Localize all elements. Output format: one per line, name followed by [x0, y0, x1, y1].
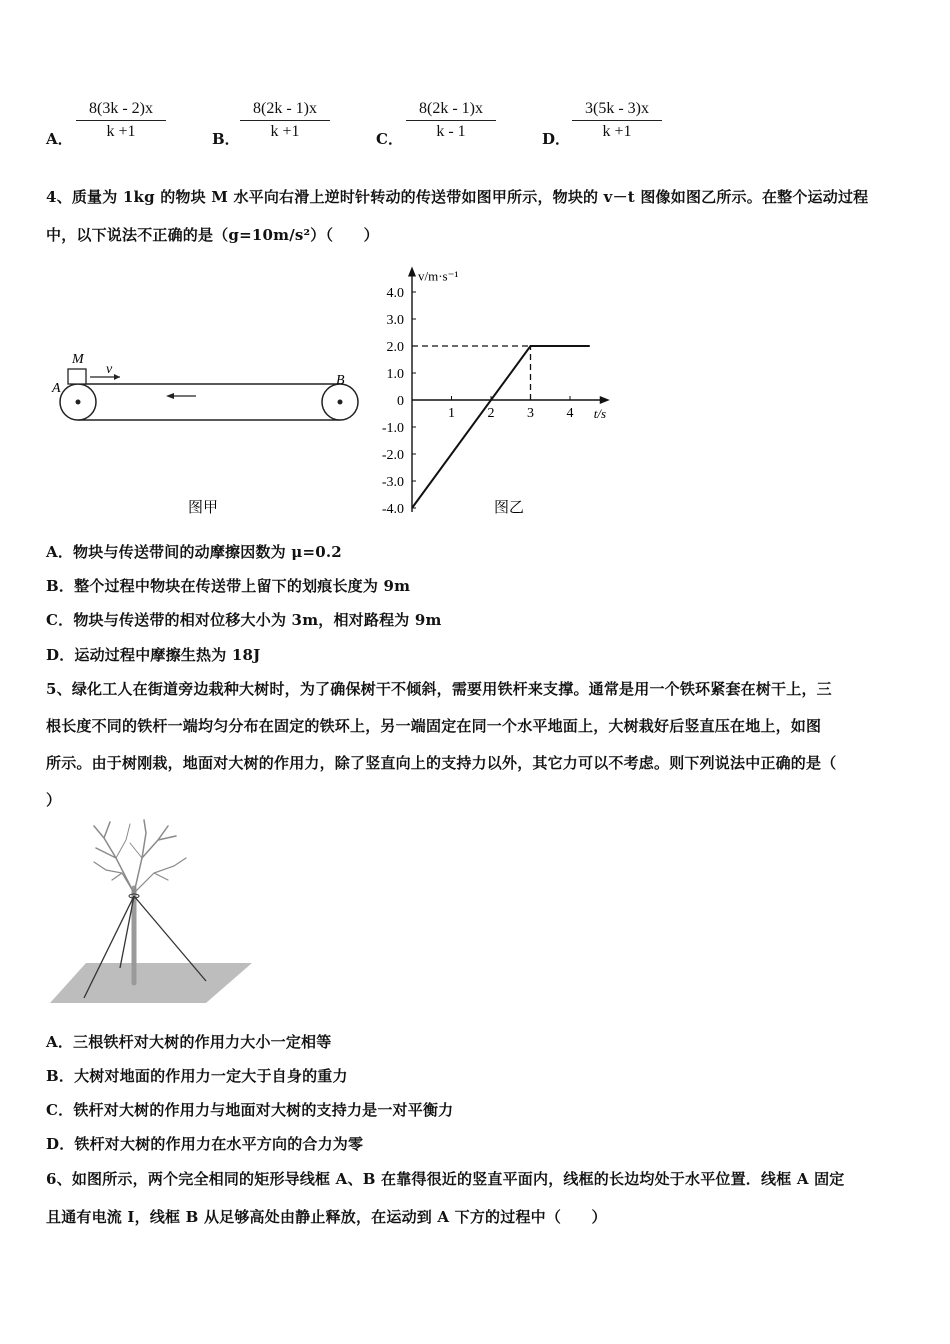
vt-chart [368, 254, 638, 526]
q5-stem-line4: ） [46, 791, 62, 809]
label-m: M [72, 352, 84, 367]
q5-stem-line1: 5、绿化工人在街道旁边栽种大树时，为了确保树干不倾斜，需要用铁杆来支撑。通常是用一个铁环紧套在树干上，三 [46, 680, 832, 698]
x-axis-label: t/s [593, 406, 607, 421]
fraction-denominator: k +1 [106, 123, 136, 140]
y-tick-label: -3.0 [381, 475, 404, 490]
y-tick-label: 4.0 [386, 286, 404, 301]
x-tick-label: 1 [448, 406, 455, 421]
fraction-denominator: k +1 [602, 123, 632, 140]
tree [94, 820, 186, 983]
q5-option-c: C．铁杆对大树的作用力与地面对大树的支持力是一对平衡力 [46, 1101, 454, 1119]
y-axis-label: v/m·s⁻¹ [418, 268, 459, 284]
q5-option-a: A．三根铁杆对大树的作用力大小一定相等 [46, 1033, 332, 1051]
q6-stem-line1: 6、如图所示，两个完全相同的矩形导线框 A、B 在靠得很近的竖直平面内，线框的长边均处于水平位置．线框 A 固定 [46, 1170, 845, 1188]
y-tick-label: 0 [397, 394, 404, 409]
q4-stem-line2: 中，以下说法不正确的是（g=10m/s²）（ ） [46, 226, 379, 244]
q5-stem-line3: 所示。由于树刚栽，地面对大树的作用力，除了竖直向上的支持力以外，其它力可以不考虑。则下列说法中正确的是（ [46, 754, 837, 772]
option-fraction [572, 100, 662, 141]
option-fraction [76, 100, 166, 141]
chart-guides [412, 346, 531, 400]
q5-stem-line2: 根长度不同的铁杆一端均匀分布在固定的铁环上，另一端固定在同一个水平地面上，大树栽好后竖直压在地上，如图 [46, 717, 822, 735]
fraction-numerator: 3(5k - 3)x [585, 100, 649, 117]
fraction-numerator: 8(3k - 2)x [89, 100, 153, 117]
tree-figure [46, 818, 256, 1008]
figure-a-caption: 图甲 [188, 500, 219, 516]
q4-option-b: B．整个过程中物块在传送带上留下的划痕长度为 9m [46, 577, 411, 595]
chart-series [412, 346, 590, 508]
option-fraction [406, 100, 496, 141]
x-tick-label: 4 [566, 406, 574, 421]
option-letter: C． [376, 130, 403, 148]
chart-axes [408, 267, 610, 513]
option-letter: A． [46, 130, 73, 148]
belt-drawing [60, 369, 358, 420]
figure-b-caption: 图乙 [494, 500, 525, 516]
y-tick-label: -4.0 [381, 502, 404, 517]
y-axis-arrow [408, 267, 416, 277]
x-tick-label: 2 [487, 406, 495, 421]
q5-option-b: B．大树对地面的作用力一定大于自身的重力 [46, 1067, 348, 1085]
fraction-numerator: 8(2k - 1)x [419, 100, 483, 117]
conveyor-belt-figure [48, 340, 368, 525]
q6-stem-line2: 且通有电流 I，线框 B 从足够高处由静止释放，在运动到 A 下方的过程中（ ） [46, 1208, 607, 1226]
q5-option-d: D．铁杆对大树的作用力在水平方向的合力为零 [46, 1135, 364, 1153]
y-tick-label: 2.0 [386, 340, 404, 355]
label-v: v [106, 362, 113, 377]
label-b: B [336, 373, 345, 388]
q4-stem-line1: 4、质量为 1kg 的物块 M 水平向右滑上逆时针转动的传送带如图甲所示，物块的 v－t 图像如图乙所示。在整个运动过程 [46, 188, 869, 206]
fraction-denominator: k - 1 [436, 123, 466, 140]
fraction-numerator: 8(2k - 1)x [253, 100, 317, 117]
option-letter: B． [212, 130, 240, 148]
ground-plane [50, 963, 252, 1003]
y-tick-label: -1.0 [381, 421, 404, 436]
option-fraction [240, 100, 330, 141]
y-tick-label: 3.0 [386, 313, 404, 328]
chart-ticks [382, 286, 574, 517]
series-line-v [412, 346, 590, 508]
q4-option-a: A．物块与传送带间的动摩擦因数为 μ=0.2 [46, 543, 342, 561]
q4-option-c: C．物块与传送带的相对位移大小为 3m，相对路程为 9m [46, 611, 442, 629]
fraction-denominator: k +1 [270, 123, 300, 140]
x-axis-arrow [600, 396, 610, 404]
q4-option-d: D．运动过程中摩擦生热为 18J [46, 646, 261, 664]
block-m [68, 369, 86, 384]
y-tick-label: -2.0 [381, 448, 404, 463]
x-tick-label: 3 [527, 406, 534, 421]
y-tick-label: 1.0 [386, 367, 404, 382]
label-a: A [52, 381, 61, 396]
option-letter: D． [542, 130, 571, 148]
